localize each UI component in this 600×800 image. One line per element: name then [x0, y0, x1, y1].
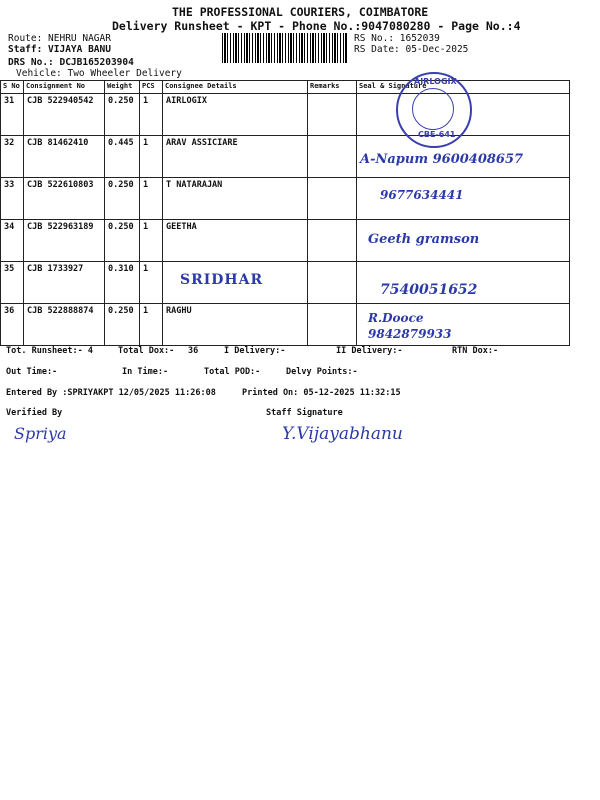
i-delivery: I Delivery:- [224, 346, 286, 356]
table-row [1, 136, 570, 178]
cell-pcs: 1 [140, 220, 163, 262]
handwritten-signature: A-Napum 9600408657 [360, 152, 524, 167]
staff-signature-label: Staff Signature [266, 408, 343, 418]
col-remarks: Remarks [308, 81, 357, 94]
table-header-row [1, 81, 570, 94]
staff-label: Staff: VIJAYA BANU [8, 44, 111, 55]
cell-consignment: CJB 522963189 [24, 220, 105, 262]
cell-consignee [163, 262, 308, 304]
delivery-table [0, 80, 570, 346]
cell-weight: 0.250 [105, 220, 140, 262]
cell-signature [357, 304, 570, 346]
cell-consignment: CJB 81462410 [24, 136, 105, 178]
cell-pcs: 1 [140, 178, 163, 220]
cell-consignee: RAGHU [163, 304, 308, 346]
handwritten-signature: Geeth gramson [368, 232, 480, 247]
cell-sno: 33 [1, 178, 24, 220]
cell-remarks [308, 136, 357, 178]
out-time: Out Time:- [6, 367, 58, 377]
cell-weight: 0.445 [105, 136, 140, 178]
col-consignee: Consignee Details [163, 81, 308, 94]
table-row [1, 178, 570, 220]
rs-date: RS Date: 05-Dec-2025 [354, 44, 469, 55]
col-pcs: PCS [140, 81, 163, 94]
cell-remarks [308, 94, 357, 136]
cell-weight: 0.310 [105, 262, 140, 304]
company-title: THE PROFESSIONAL COURIERS, COIMBATORE [172, 5, 429, 19]
total-pod: Total POD:- [204, 367, 261, 377]
printed-on: Printed On: 05-12-2025 11:32:15 [242, 388, 401, 398]
cell-pcs: 1 [140, 136, 163, 178]
cell-consignee: ARAV ASSICIARE [163, 136, 308, 178]
route-label: Route: NEHRU NAGAR [8, 33, 111, 44]
verified-signature: Spriya [14, 424, 67, 443]
cell-pcs: 1 [140, 262, 163, 304]
cell-weight: 0.250 [105, 94, 140, 136]
cell-sno: 31 [1, 94, 24, 136]
total-dox-label: Total Dox:- [118, 346, 175, 356]
delvy-points: Delvy Points:- [286, 367, 358, 377]
cell-weight: 0.250 [105, 178, 140, 220]
ii-delivery: II Delivery:- [336, 346, 403, 356]
cell-sno: 32 [1, 136, 24, 178]
entered-by: Entered By :SPRIYAKPT 12/05/2025 11:26:08 [6, 388, 216, 398]
cell-remarks [308, 178, 357, 220]
cell-weight: 0.250 [105, 304, 140, 346]
stamp-top-text: AIRLOGIX [414, 77, 457, 86]
staff-signature: Y.Vijayabhanu [282, 424, 403, 444]
col-signature: Seal & Signature [357, 81, 570, 94]
cell-sno: 35 [1, 262, 24, 304]
cell-consignee: GEETHA [163, 220, 308, 262]
runsheet-subtitle: Delivery Runsheet - KPT - Phone No.:9047080280 - Page No.:4 [112, 19, 521, 33]
stamp-inner-ring [412, 88, 454, 130]
table-row [1, 94, 570, 136]
cell-signature [357, 220, 570, 262]
cell-consignment: CJB 522888874 [24, 304, 105, 346]
cell-sno: 34 [1, 220, 24, 262]
col-consignment: Consignment No [24, 81, 105, 94]
tot-runsheet: Tot. Runsheet:- 4 [6, 346, 93, 356]
cell-pcs: 1 [140, 304, 163, 346]
cell-signature [357, 136, 570, 178]
table-row [1, 304, 570, 346]
verified-by-label: Verified By [6, 408, 63, 418]
table-row [1, 262, 570, 304]
drs-number: DRS No.: DCJB165203904 [8, 57, 134, 68]
cell-sno: 36 [1, 304, 24, 346]
table-row [1, 220, 570, 262]
handwritten-signature: 9677634441 [380, 188, 464, 202]
total-dox-value: 36 [188, 346, 199, 356]
col-sno: S No [1, 81, 24, 94]
cell-remarks [308, 220, 357, 262]
col-weight: Weight [105, 81, 140, 94]
barcode [222, 33, 348, 63]
vehicle-label: Vehicle: Two Wheeler Delivery [16, 68, 182, 79]
cell-consignment: CJB 522940542 [24, 94, 105, 136]
cell-signature [357, 178, 570, 220]
cell-pcs: 1 [140, 94, 163, 136]
handwritten-signature: 7540051652 [380, 282, 478, 298]
in-time: In Time:- [122, 367, 169, 377]
handwritten-consignee-name: SRIDHAR [180, 272, 264, 288]
cell-signature [357, 262, 570, 304]
cell-consignment: CJB 1733927 [24, 262, 105, 304]
cell-consignment: CJB 522610803 [24, 178, 105, 220]
cell-consignee: AIRLOGIX [163, 94, 308, 136]
stamp-bottom-text: CBE-641 [418, 130, 456, 139]
cell-remarks [308, 304, 357, 346]
handwritten-signature: R.Dooce 9842879933 [368, 311, 452, 341]
rtn-dox: RTN Dox:- [452, 346, 499, 356]
company-stamp [396, 72, 472, 148]
rs-number: RS No.: 1652039 [354, 33, 440, 44]
cell-consignee: T NATARAJAN [163, 178, 308, 220]
cell-remarks [308, 262, 357, 304]
